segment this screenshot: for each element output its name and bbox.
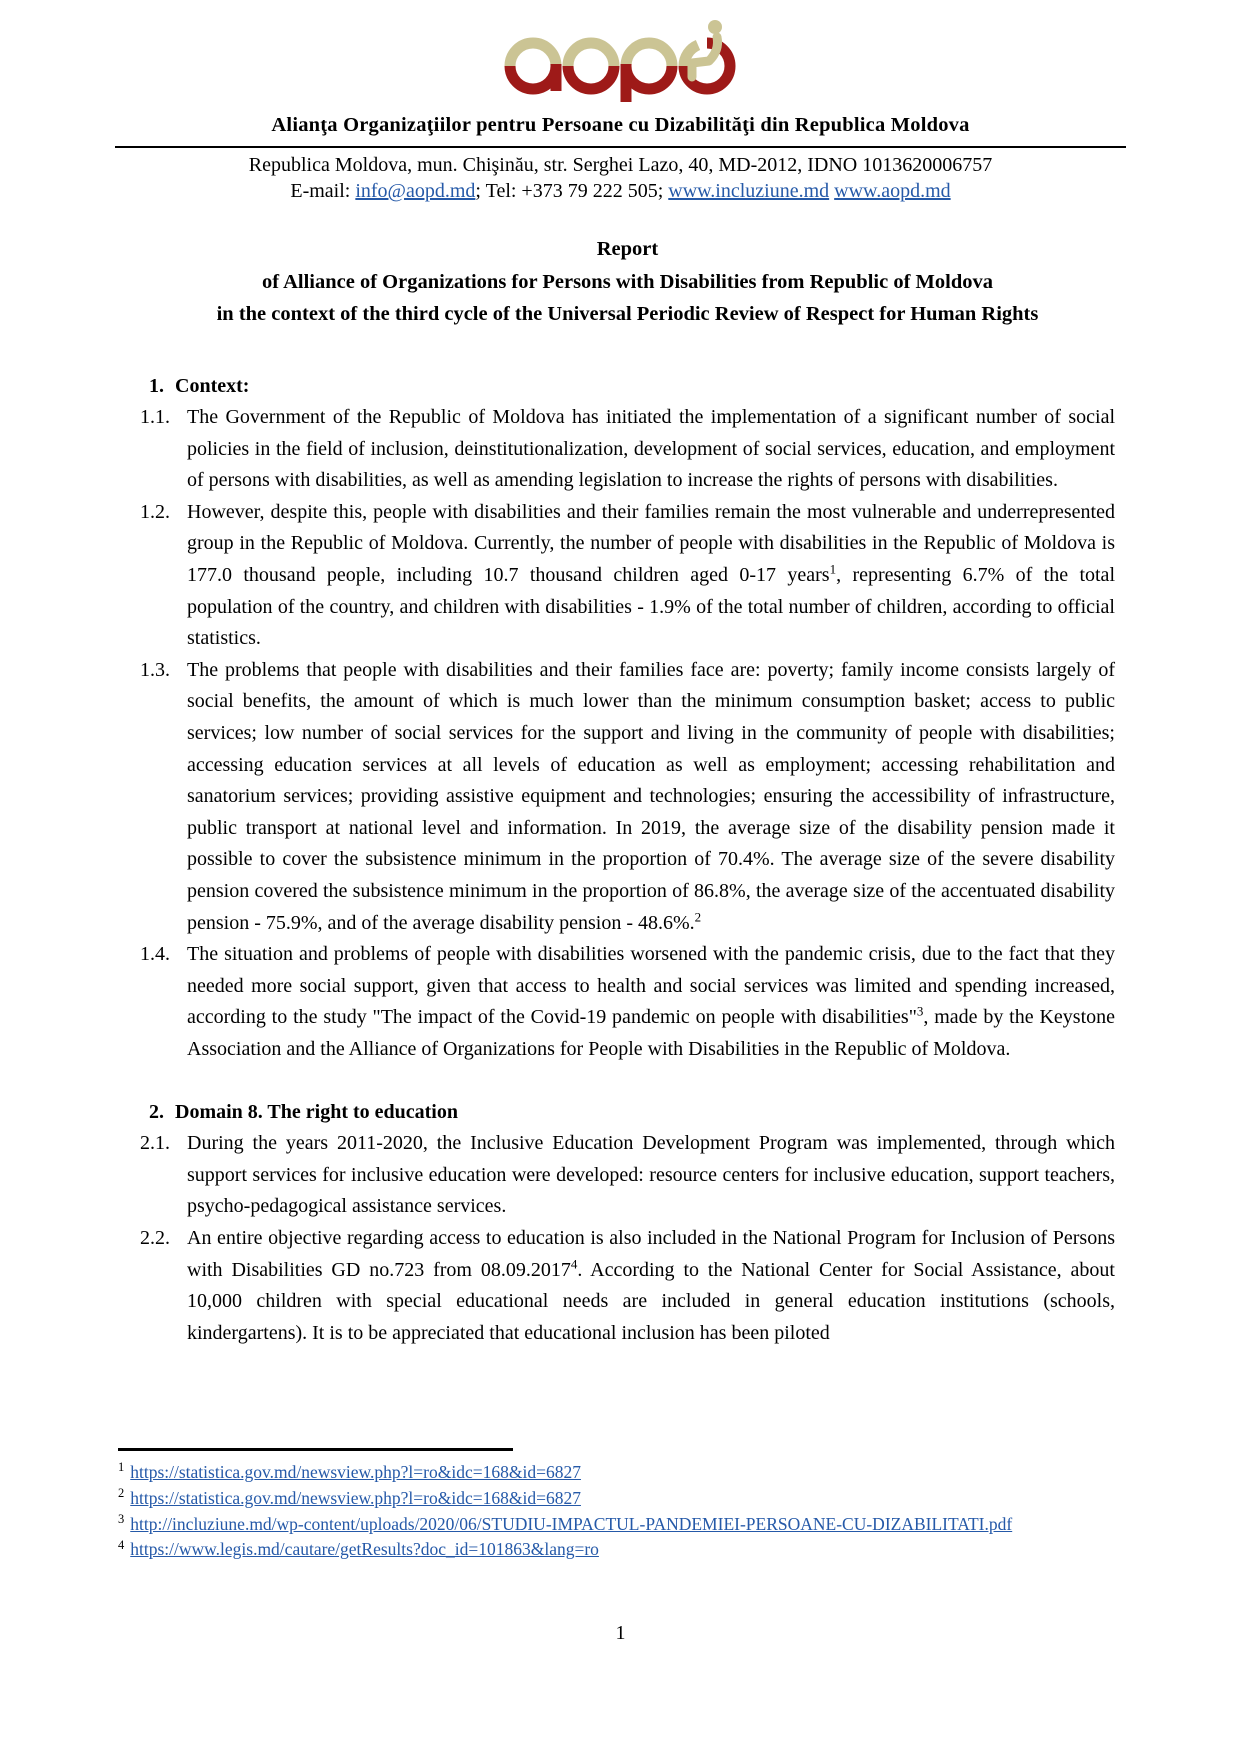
- section-number: 2.: [149, 1100, 164, 1123]
- footnote-number: 3: [118, 1511, 125, 1526]
- paragraph-1-1: [140, 402, 1115, 497]
- report-body: [0, 233, 1241, 1349]
- footnote-ref-2: 2: [694, 908, 702, 924]
- letterhead: [0, 0, 1241, 203]
- paragraph-number: 2.1.: [140, 1132, 170, 1155]
- paragraph-2-1: [140, 1128, 1115, 1223]
- footnote-number: 2: [118, 1485, 125, 1500]
- aopd-site-link[interactable]: www.aopd.md: [834, 180, 951, 202]
- footnote-3: [118, 1512, 1115, 1538]
- paragraph-text: The situation and problems of people with disabilities worsened with the pandemic crisis, due to the fact that they needed more social support, given that access to health and social services was limited and spending increased, according to the study "The impact of the Covid-19 pandemic on people with disabilities": [187, 943, 1115, 1029]
- section-heading-context: [140, 371, 1115, 403]
- footnote-number: 4: [118, 1537, 125, 1552]
- org-contact: [0, 180, 1241, 203]
- paragraph-2-2: [140, 1223, 1115, 1349]
- page-number: 1: [615, 1622, 626, 1644]
- aopd-logo: [0, 14, 1241, 106]
- footnote-2: [118, 1486, 1115, 1512]
- email-label: E-mail:: [290, 180, 356, 202]
- org-address: Republica Moldova, mun. Chişinău, str. Serghei Lazo, 40, MD-2012, IDNO 1013620006757: [248, 154, 993, 176]
- paragraph-number: 1.1.: [140, 406, 170, 429]
- paragraph-text: The Government of the Republic of Moldova has initiated the implementation of a significant number of social policies in the field of inclusion, deinstitutionalization, development of social services, education, and employment of persons with disabilities, as well as amending legislation to increase the rights of persons with disabilities.: [187, 406, 1115, 492]
- footnote-ref-1: 1: [829, 561, 837, 577]
- paragraph-text: , made by the Keystone Association and the Alliance of Organizations for People with Disabilities in the Republic of Moldova.: [187, 1006, 1115, 1060]
- aopd-logo-icon: [501, 14, 741, 106]
- report-title-line3: in the context of the third cycle of the Universal Periodic Review of Respect for Human Rights: [216, 303, 1039, 325]
- email-link[interactable]: info@aopd.md: [355, 180, 476, 202]
- tel-text: ; Tel: +373 79 222 505;: [475, 180, 669, 202]
- header-divider: [115, 146, 1126, 148]
- footnote-1: [118, 1460, 1115, 1486]
- paragraph-text: . According to the National Center for Social Assistance, about 10,000 children with special educational needs are included in general education institutions (schools, kindergartens). It is to be appreciated that educational inclusion has been piloted: [187, 1258, 1115, 1344]
- paragraph-text: However, despite this, people with disabilities and their families remain the most vulnerable and underrepresented group in the Republic of Moldova. Currently, the number of people with disabilities in the Republic of Moldova is 177.0 thousand people, including 10.7 thousand children aged 0-17 years: [187, 500, 1115, 587]
- section-label: Domain 8. The right to education: [175, 1100, 458, 1123]
- paragraph-text: During the years 2011-2020, the Inclusive Education Development Program was implemented, through which support services for inclusive education were developed: resource centers for inclusive education, support teachers, psycho-pedagogical assistance services.: [187, 1132, 1115, 1218]
- footnote-ref-4: 4: [570, 1255, 578, 1271]
- incluziune-link[interactable]: www.incluziune.md: [668, 180, 830, 202]
- footnote-link-4[interactable]: https://www.legis.md/cautare/getResults?doc_id=101863&lang=ro: [130, 1539, 599, 1560]
- paragraph-number: 1.2.: [140, 500, 170, 523]
- footnotes-area: [118, 1448, 1115, 1563]
- footnote-number: 1: [118, 1460, 125, 1475]
- report-title-line1: Report: [596, 238, 659, 260]
- paragraph-text: , representing 6.7% of the total population of the country, and children with disabilities - 1.9% of the total number of children, according to official statistics.: [187, 564, 1115, 650]
- footnote-link-3[interactable]: http://incluziune.md/wp-content/uploads/2020/06/STUDIU-IMPACTUL-PANDEMIEI-PERSOANE-CU-DIZABILITATI.pdf: [130, 1513, 1013, 1534]
- section-heading-education: [140, 1097, 1115, 1129]
- footnote-divider: [118, 1448, 513, 1451]
- org-name: Alianţa Organizaţiilor pentru Persoane cu Dizabilităţi din Republica Moldova: [271, 114, 970, 136]
- section-number: 1.: [149, 374, 164, 397]
- section-label: Context:: [175, 374, 250, 397]
- paragraph-text: An entire objective regarding access to education is also included in the National Program for Inclusion of Persons with Disabilities GD no.723 from 08.09.2017: [187, 1226, 1115, 1281]
- paragraph-number: 2.2.: [140, 1226, 170, 1249]
- footnote-link-1[interactable]: https://statistica.gov.md/newsview.php?l=ro&idc=168&id=6827: [130, 1462, 581, 1482]
- paragraph-text: The problems that people with disabilities and their families face are: poverty; family income consists largely of social benefits, the amount of which is much lower than the minimum consumption basket; access to public services; low number of social services for the support and living in the community of people with disabilities; accessing education services at all levels of education as well as employment; accessing rehabilitation and sanatorium services; providing assistive equipment and technologies; ensuring the accessibility of infrastructure, public transport at national level and information. In 2019, the average size of the disability pension made it possible to cover the subsistence minimum in the proportion of 70.4%. The average size of the severe disability pension covered the subsistence minimum in the proportion of 86.8%, the average size of the accentuated disability pension - 75.9%, and of the average disability pension - 48.6%.: [187, 658, 1115, 934]
- footnote-link-2[interactable]: https://statistica.gov.md/newsview.php?l=ro&idc=168&id=6827: [130, 1487, 581, 1508]
- footnote-4: [118, 1537, 1115, 1563]
- footnote-ref-3: 3: [916, 1003, 924, 1019]
- paragraph-1-4: [140, 939, 1115, 1065]
- paragraph-number: 1.3.: [140, 658, 170, 681]
- paragraph-1-3: [140, 655, 1115, 939]
- paragraph-1-2: [140, 497, 1115, 655]
- report-title-line2: of Alliance of Organizations for Persons with Disabilities from Republic of Moldova: [262, 270, 993, 293]
- paragraph-number: 1.4.: [140, 943, 170, 966]
- report-title: [140, 233, 1115, 331]
